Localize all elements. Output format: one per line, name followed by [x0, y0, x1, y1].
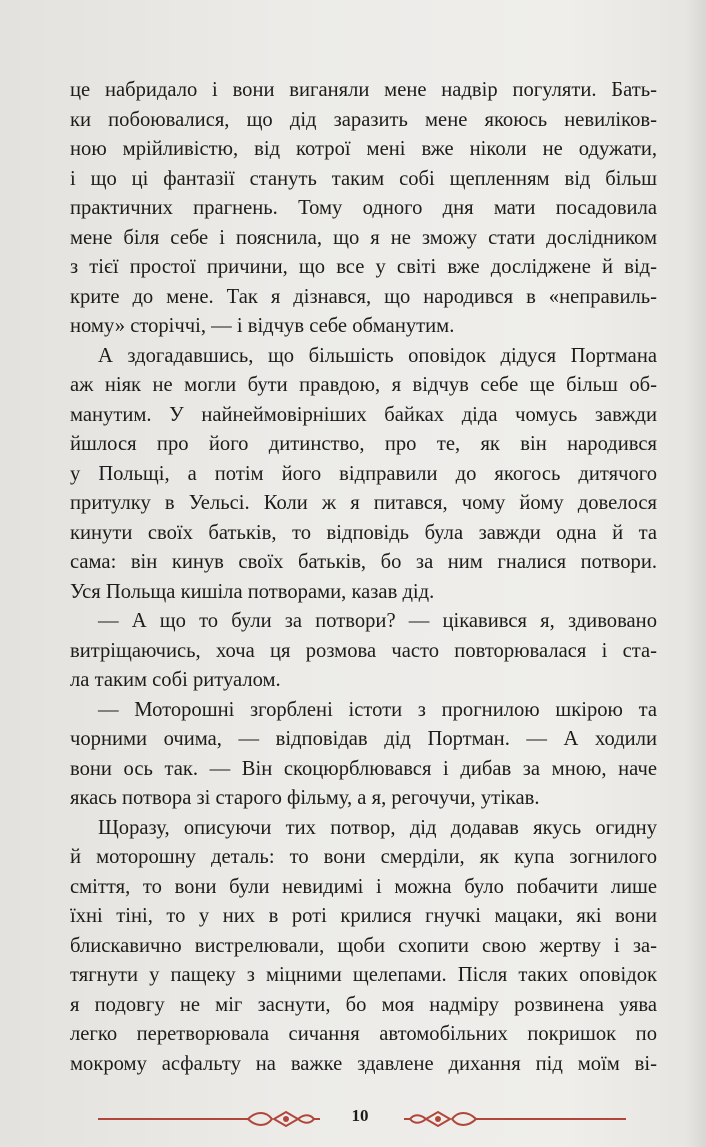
- text-line: витріщаючись, хоча ця розмова часто повторювалася і ста-: [70, 639, 657, 662]
- text-line: ному» сторіччі, — і відчув себе обманутим.: [70, 315, 455, 337]
- text-line: Щоразу, описуючи тих потвор, дід додавав якусь огидну: [98, 816, 657, 839]
- text-line: мене біля себе і пояснила, що я не зможу стати дослідником: [70, 226, 657, 249]
- text-line: ною мрійливістю, від котрої мені вже ніколи не одужати,: [70, 138, 657, 160]
- text-line: з тієї простої причини, що все у світі вже досліджене й від-: [70, 256, 657, 278]
- text-line: кинути своїх батьків, то відповідь була завжди одна й та: [70, 521, 657, 544]
- page-number: 10: [351, 1106, 369, 1125]
- right-ornament-icon: [404, 1108, 626, 1130]
- text-line: вони ось так. — Він скоцюрблювався і дибав за мною, наче: [70, 757, 657, 780]
- page-edge-shadow: [686, 0, 706, 1147]
- body-text: [70, 76, 657, 1079]
- text-line: сама: він кинув своїх батьків, бо за ним гналися потвори.: [70, 551, 657, 573]
- text-line: притулку в Уельсі. Коли ж я питався, чому йому довелося: [70, 492, 657, 514]
- text-line: у Польщі, а потім його відправили до якогось дитячого: [70, 462, 657, 485]
- page-footer: [0, 1102, 706, 1142]
- text-line: крите до мене. Так я дізнався, що народився в «неправиль-: [70, 285, 657, 308]
- text-line: і що ці фантазії стануть таким собі щепленням від більш: [70, 167, 657, 190]
- text-line: ки побоювалися, що дід заразить мене якоюсь невиліков-: [70, 108, 657, 131]
- left-ornament-icon: [98, 1108, 320, 1130]
- text-line: А здогадавшись, що більшість оповідок дідуся Портмана: [98, 344, 657, 367]
- text-line: я подовгу не міг заснути, бо моя надміру розвинена уява: [70, 993, 657, 1016]
- text-line: й моторошну деталь: то вони смерділи, як купа зогнилого: [70, 846, 657, 868]
- text-line: сміття, то вони були невидимі і можна було побачити лише: [70, 875, 657, 898]
- text-line: ла таким собі ритуалом.: [70, 669, 281, 691]
- text-line: легко перетворювала сичання автомобільних покришок по: [70, 1023, 657, 1045]
- text-line: — А що то були за потвори? — цікавився я, здивовано: [98, 610, 657, 632]
- text-line: мокрому асфальту на важке здавлене дихання під моїм ві-: [70, 1052, 657, 1075]
- text-line: йшлося про його дитинство, про те, як він народився: [70, 433, 657, 455]
- text-line: практичних прагнень. Тому одного дня мати посадовила: [70, 197, 657, 219]
- text-line: тягнути у пащеку з міцними щелепами. Після таких оповідок: [70, 964, 657, 986]
- text-line: — Моторошні згорблені істоти з прогнилою шкірою та: [98, 698, 657, 721]
- text-line: Уся Польща кишіла потворами, казав дід.: [70, 580, 435, 603]
- text-line: манутим. У найнеймовірніших байках діда чомусь завжди: [70, 403, 657, 426]
- text-line: аж ніяк не могли бути правдою, я відчув себе ще більш об-: [70, 374, 657, 396]
- text-line: чорними очима, — відповідав дід Портман. — А ходили: [70, 728, 657, 750]
- text-line: блискавично вистрелювали, щоби схопити свою жертву і за-: [70, 934, 657, 957]
- text-line: їхні тіні, то у них в роті крилися гнучкі мацаки, які вони: [70, 905, 657, 927]
- text-line: це набридало і вони виганяли мене надвір погуляти. Бать-: [70, 79, 657, 101]
- text-line: якась потвора зі старого фільму, а я, регочучи, утікав.: [70, 787, 540, 809]
